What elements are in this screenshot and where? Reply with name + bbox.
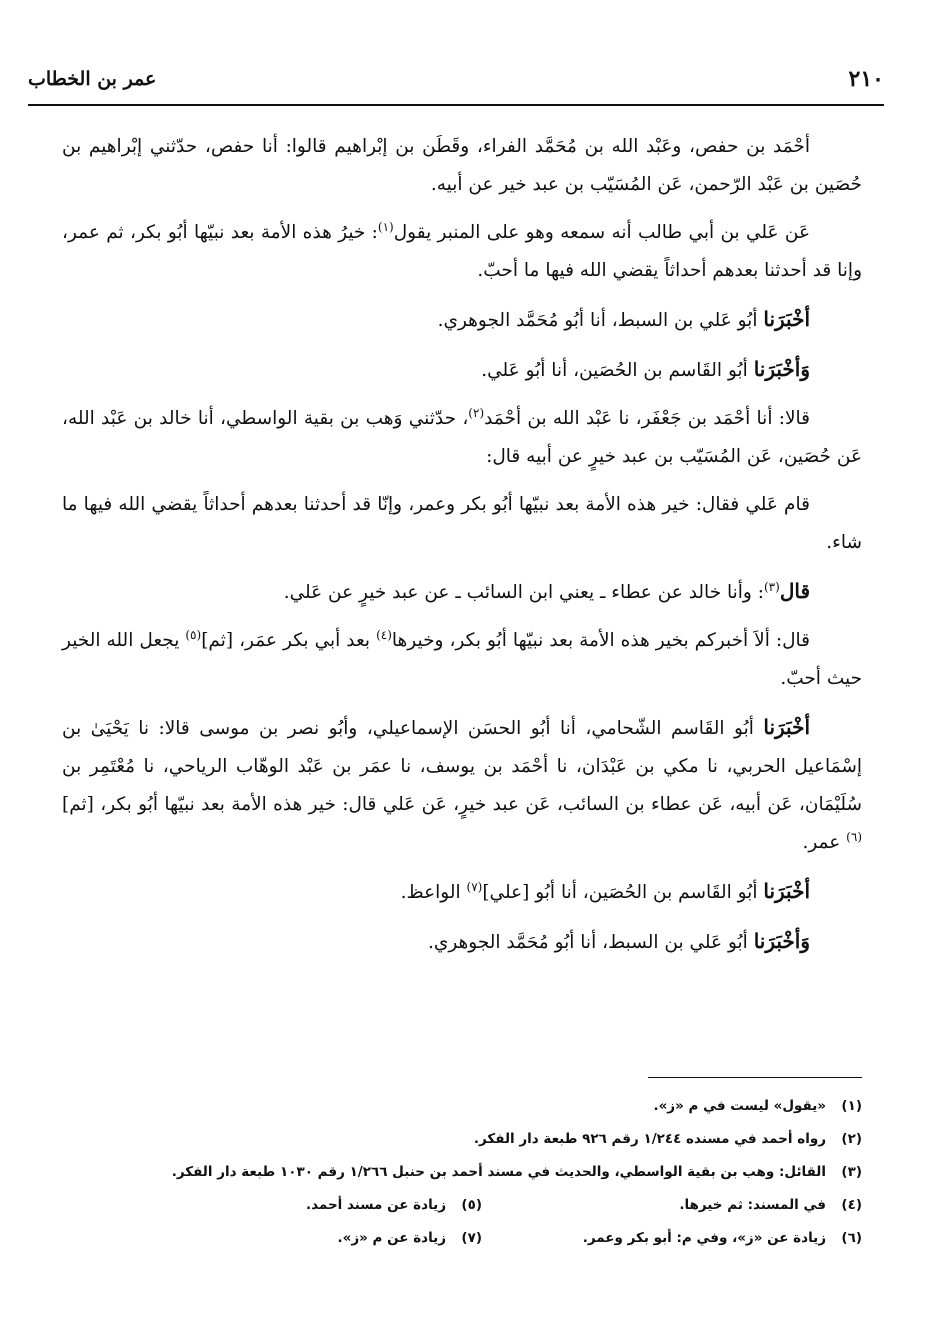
narration-keyword: وَأخْبَرَنا <box>753 357 810 381</box>
footnote-text: «يقول» ليست في م «ز». <box>653 1098 826 1114</box>
page-header <box>28 62 884 102</box>
footnote-row <box>60 1189 862 1222</box>
footnote-marker: (٥) <box>185 627 202 642</box>
footnote-text: زيادة عن «ز»، وفي م: أبو بكر وعمر. <box>582 1230 826 1246</box>
footnote <box>60 1090 862 1123</box>
running-title: عمر بن الخطاب <box>28 68 157 90</box>
footnote <box>60 1123 862 1156</box>
footnote-marker: (٢) <box>468 405 485 420</box>
narration-keyword: أخْبَرَنا <box>763 307 810 331</box>
text-run: قام عَلي فقال: خير هذه الأمة بعد نبيّها أبُو بكر وعمر، وإنّا قد أحدثنا بعدهم أحداثاً يقضي الله فيها ما شاء. <box>62 494 862 553</box>
text-run: ، حدّثني وَهب بن بقية الواسطي، أنا خالد بن عَبْد الله، عَن حُصَين، عَن المُسَيّب بن عبد خيرٍ عن أبيه قال: <box>62 408 862 467</box>
footnote-marker: (١) <box>377 219 394 234</box>
footnote <box>482 1189 862 1222</box>
footnote <box>102 1222 482 1255</box>
footnote-text: في المسند: ثم خيرها. <box>679 1197 826 1213</box>
footnote-number: (٤) <box>841 1197 862 1213</box>
text-run: أبُو عَلي بن السبط، أنا أبُو مُحَمَّد الجوهري. <box>437 310 764 331</box>
header-rule <box>28 104 884 106</box>
footnote-text: زيادة عن مسند أحمد. <box>305 1197 446 1213</box>
body-paragraph <box>62 486 862 562</box>
footnote-number: (٣) <box>841 1164 862 1180</box>
text-run: : خيرُ هذه الأمة بعد نبيّها أبُو بكر، ثم عمر، وإنا قد أحدثنا بعدهم أحداثاً يقضي الله فيها ما أحبّ. <box>62 222 862 281</box>
footnote-text: القائل: وهب بن بقية الواسطي، والحديث في مسند أحمد بن حنبل ١/٢٦٦ رقم ١٠٣٠ طبعة دار الفكر. <box>171 1164 826 1180</box>
narration-keyword: أخْبَرَنا <box>763 879 810 903</box>
footnote <box>482 1222 862 1255</box>
text-run: أحْمَد بن حفص، وعَبْد الله بن مُحَمَّد الفراء، وقَطَن بن إبْراهيم قالوا: أنا حفص، حدّثني إبْراهيم بن حُصَين بن عَبْد الرّحمن، عَن المُسَيّب بن عبد خير عن أبيه. <box>62 136 862 195</box>
body-paragraph <box>62 572 862 612</box>
footnote-number: (١) <box>841 1098 862 1114</box>
body-paragraph <box>62 872 862 912</box>
footnote-marker: (٦) <box>846 829 862 844</box>
text-run: أبُو عَلي بن السبط، أنا أبُو مُحَمَّد الجوهري. <box>427 932 754 953</box>
footnote-row <box>60 1222 862 1255</box>
text-run: عمر. <box>802 832 847 853</box>
page-number: ٢١٠ <box>848 66 884 92</box>
footnote-marker: (٣) <box>763 579 780 594</box>
body-paragraph <box>62 300 862 340</box>
footnote-number: (٦) <box>841 1230 862 1246</box>
footnote-text: زيادة عن م «ز». <box>337 1230 446 1246</box>
footnote-marker: (٧) <box>466 879 483 894</box>
body-text <box>62 128 862 972</box>
text-run: عَن عَلي بن أبي طالب أنه سمعه وهو على المنبر يقول <box>393 222 811 243</box>
text-run: : وأنا خالد عن عطاء ـ يعني ابن السائب ـ عن عبد خيرٍ عن عَلي. <box>283 582 764 603</box>
text-run: يجعل الله الخير حيث أحبّ. <box>62 630 862 689</box>
footnote-number: (٧) <box>461 1230 482 1246</box>
body-paragraph <box>62 400 862 476</box>
text-run: أبُو القَاسم الشّحامي، أنا أبُو الحسَن الإسماعيلي، وأبُو نصر بن موسى قالا: نا يَحْيَىٰ بن إسْمَاعيل الحربي، نا مكي بن عَبْدَان، نا أحْمَد بن يوسف، نا عمَر بن عَبْد الوهّاب الرياحي، نا مُعْتَمِر بن سُلَيْمَان، عَن أبيه، عَن عطاء بن السائب، عَن عبد خيرٍ، عَن عَلي قال: خير هذه الأمة بعد نبيّها أبُو بكر، [ثم] <box>62 718 862 815</box>
narration-keyword: أخْبَرَنا <box>763 715 810 739</box>
footnote <box>60 1156 862 1189</box>
narration-keyword: وَأخْبَرَنا <box>753 929 810 953</box>
footnote-marker: (٤) <box>376 627 392 642</box>
body-paragraph <box>62 922 862 962</box>
footnote-number: (٢) <box>841 1131 862 1147</box>
text-run: أبُو القَاسم بن الحُصَين، أنا أبُو عَلي. <box>481 360 754 381</box>
footnote-text: رواه أحمد في مسنده ١/٢٤٤ رقم ٩٢٦ طبعة دار الفكر. <box>473 1131 826 1147</box>
text-run: قالا: أنا أحْمَد بن جَعْفَر، نا عَبْد الله بن أحْمَد <box>484 408 810 429</box>
body-paragraph <box>62 128 862 204</box>
text-run: قال: ألاَ أخبركم بخير هذه الأمة بعد نبيّها أبُو بكر، وخيرها <box>391 630 811 651</box>
body-paragraph <box>62 622 862 698</box>
text-run: أبُو القَاسم بن الحُصَين، أنا أبُو [علي] <box>482 882 764 903</box>
footnote-number: (٥) <box>461 1197 482 1213</box>
body-paragraph <box>62 350 862 390</box>
footnotes <box>60 1090 862 1255</box>
body-paragraph <box>62 214 862 290</box>
body-paragraph <box>62 708 862 862</box>
narration-keyword: قال <box>779 579 810 603</box>
text-run: الواعظ. <box>400 882 467 903</box>
text-run: بعد أبي بكر عمَر، [ثم] <box>201 630 377 651</box>
footnote <box>102 1189 482 1222</box>
footnote-separator <box>648 1077 862 1078</box>
